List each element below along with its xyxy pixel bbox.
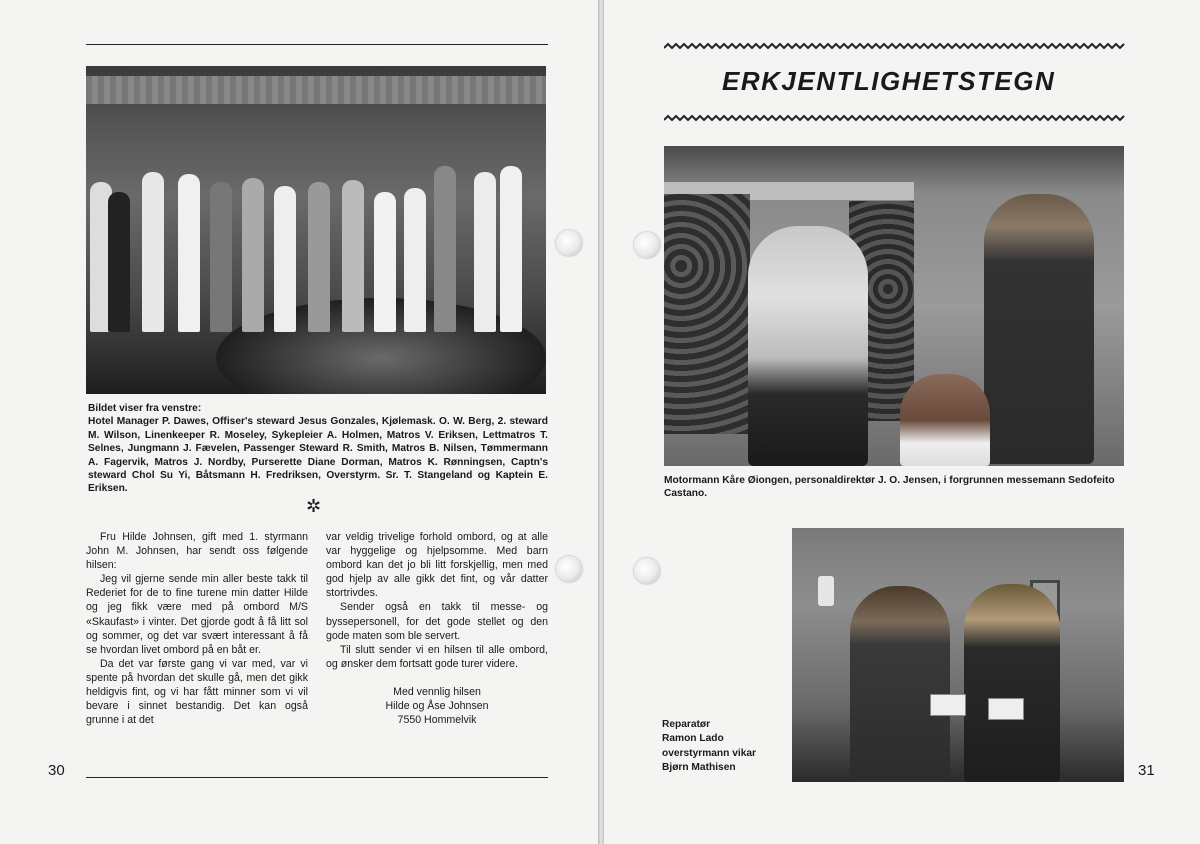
bottom-rule [86,777,548,778]
top-zigzag-rule [664,42,1126,50]
page-number: 31 [1138,762,1155,779]
paragraph: var veldig trivelige forhold ombord, og at alle var hyggelige og hjelpsomme. Med barn ombord kan det jo bli litt forskjellig, men med god hjelp av alle gikk det fint, og vår datter stortrivdes. [326,531,548,600]
award-photo [664,146,1124,466]
letter-column-2 [326,530,548,727]
page-heading: ERKJENTLIGHETSTEGN [722,66,1056,96]
punch-hole [556,230,582,256]
caption-intro: Bildet viser fra venstre: [88,403,202,414]
punch-hole [634,232,660,258]
crew-group-photo [86,66,546,394]
punch-hole [556,556,582,582]
address: 7550 Hommelvik [397,714,477,727]
signature-block [326,685,548,727]
punch-hole [634,558,660,584]
paragraph: Da det var første gang vi var med, var vi spente på hvordan det skulle gå, men det gikk heldigvis fint, og vi har fått minner som vi vil bevare i sinnet bestandig. Det kan også grunne i at det [86,657,308,727]
repair-photo [792,528,1124,782]
left-page [0,0,598,844]
caption-names: Hotel Manager P. Dawes, Offiser's steward Jesus Gonzales, Kjølemask. O. W. Berg, 2. steward M. Wilson, Linenkeeper R. Moseley, Sykepleier A. Holmen, Matros V. Eriksen, Lettmatros T. Selnes, Jungmann J. Fævelen, Passenger Steward R. Smith, Matros B. Nilsen, Tømmermann A. Fagervik, Matros J. Nordby, Purserette Diane Dorman, Matros K. Rønningsen, Captn's steward Chol Su Yi, Båtsmann H. Fredriksen, Overstyrm. Sr. T. Stangeland og Kaptein E. Eriksen. [88,416,548,495]
repair-photo-caption: Reparatør Ramon Lado overstyrmann vikar Bjørn Mathisen [662,719,757,774]
top-rule [86,44,548,45]
right-page [604,0,1200,844]
signers: Hilde og Åse Johnsen [385,700,489,713]
paragraph: Jeg vil gjerne sende min aller beste takk til Rederiet for de to fine turene min datter Hilde og jeg fikk være med på ombord M/S «Skaufast» i vinter. Det gjorde godt å få litt sol og sommer, og det var svært interessant å få se hvordan livet ombord på en båt er. [86,573,308,656]
signoff: Med vennlig hilsen [393,685,481,698]
letter-column-1 [86,530,308,727]
paragraph: Fru Hilde Johnsen, gift med 1. styrmann John M. Johnsen, har sendt oss følgende hilsen: [86,531,308,572]
bottom-zigzag-rule [664,114,1126,122]
paragraph: Til slutt sender vi en hilsen til alle ombord, og ønsker dem fortsatt gode turer videre. [326,643,548,670]
separator-star-icon: ✲ [306,496,322,516]
paragraph: Sender også en takk til messe- og byssepersonell, for det gode stellet og den gode maten som ble servert. [326,601,548,642]
award-photo-caption: Motormann Kåre Øiongen, personaldirektør J. O. Jensen, i forgrunnen messemann Sedofeito Castano. [664,475,1115,500]
page-number: 30 [48,762,65,779]
photo-caption [88,402,548,496]
